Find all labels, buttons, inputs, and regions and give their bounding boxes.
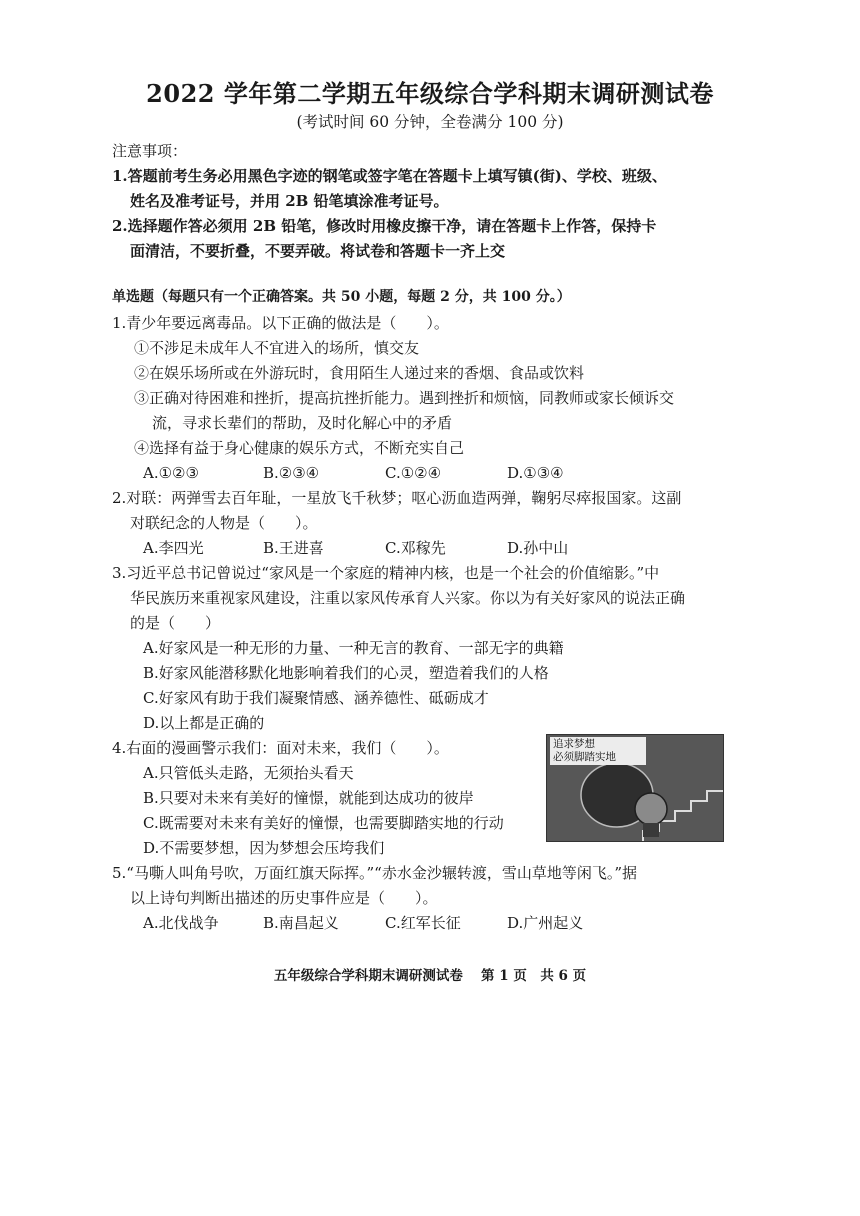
cartoon-caption-line: 追求梦想: [553, 738, 595, 750]
option-c: C.邓稼先: [385, 539, 446, 557]
statement-2: ②在娱乐场所或在外游玩时，食用陌生人递过来的香烟、食品或饮料: [134, 364, 585, 382]
statement-4: ④选择有益于身心健康的娱乐方式，不断充实自己: [134, 439, 465, 457]
page-subtitle: (考试时间 60 分钟，全卷满分 100 分): [296, 113, 564, 131]
question-stem: 4.右面的漫画警示我们：面对未来，我们（ ）。: [112, 739, 449, 757]
cartoon-caption: [550, 737, 646, 765]
question-list: [112, 311, 728, 936]
option-a: A.北伐战争: [143, 914, 219, 932]
option-row: [112, 911, 728, 936]
notice-block: [112, 139, 730, 264]
question-stem: 1.青少年要远离毒品。以下正确的做法是（ ）。: [112, 314, 449, 332]
page-footer: 五年级综合学科期末调研测试卷 第 1 页 共 6 页: [273, 968, 587, 984]
section-heading: 单选题（每题只有一个正确答案。共 50 小题，每题 2 分，共 100 分。）: [112, 289, 571, 305]
cartoon-caption-line: 必须脚踏实地: [553, 751, 616, 763]
notice-item: [112, 164, 730, 214]
notice-line: 1.答题前考生务必用黑色字迹的钢笔或签字笔在答题卡上填写镇(街)、学校、班级、: [112, 167, 667, 185]
option-d: D.①③④: [507, 464, 564, 482]
question-stem: [112, 561, 728, 636]
statement-line: ③正确对待困难和挫折，提高抗挫折能力。遇到挫折和烦恼，同教师或家长倾诉交: [134, 389, 675, 407]
stem-line: 2.对联：两弹雪去百年耻，一星放飞千秋梦；呕心沥血造两弹，鞠躬尽瘁报国家。这副: [112, 489, 682, 507]
statement-line: 流，寻求长辈们的帮助，及时化解心中的矛盾: [152, 414, 453, 432]
stem-line: 对联纪念的人物是（ ）。: [130, 514, 318, 532]
question-2: [112, 486, 728, 561]
option-c: C.既需要对未来有美好的憧憬，也需要脚踏实地的行动: [143, 814, 504, 832]
notice-line: 2.选择题作答必须用 2B 铅笔，修改时用橡皮擦干净，请在答题卡上作答，保持卡: [112, 217, 657, 235]
stem-line: 以上诗句判断出描述的历史事件应是（ ）。: [130, 889, 438, 907]
page-title: 2022 学年第二学期五年级综合学科期末调研测试卷: [146, 79, 714, 108]
notice-line: 姓名及准考证号，并用 2B 铅笔填涂准考证号。: [130, 192, 449, 210]
option-row: [112, 536, 728, 561]
stem-line: 5.“马嘶人叫角号吹，万面红旗天际挥。”“赤水金沙辗转渡，雪山草地等闲飞。”据: [112, 864, 637, 882]
option-d: D.孙中山: [507, 539, 569, 557]
question-stem: [112, 486, 728, 536]
question-1: [112, 311, 728, 486]
question-4: [112, 736, 728, 861]
option-b: B.王进喜: [263, 539, 324, 557]
option-a: A.①②③: [143, 464, 199, 482]
statement-3: [112, 386, 728, 436]
cartoon-image: [546, 734, 724, 842]
option-b: B.②③④: [263, 464, 320, 482]
stem-line: 华民族历来重视家风建设，注重以家风传承育人兴家。你以为有关好家风的说法正确: [130, 589, 686, 607]
stem-line: 的是（ ）: [130, 614, 221, 632]
option-b: B.好家风能潜移默化地影响着我们的心灵，塑造着我们的人格: [143, 664, 549, 682]
option-c: C.好家风有助于我们凝聚情感、涵养德性、砥砺成才: [143, 689, 489, 707]
option-b: B.只要对未来有美好的憧憬，就能到达成功的彼岸: [143, 789, 474, 807]
question-stem: [112, 861, 728, 911]
option-d: D.不需要梦想，因为梦想会压垮我们: [143, 839, 385, 857]
question-5: [112, 861, 728, 936]
option-a: A.李四光: [143, 539, 204, 557]
notice-item: [112, 214, 730, 264]
stem-line: 3.习近平总书记曾说过“家风是一个家庭的精神内核，也是一个社会的价值缩影。”中: [112, 564, 660, 582]
question-3: [112, 561, 728, 736]
notice-heading: 注意事项：: [112, 142, 188, 160]
option-b: B.南昌起义: [263, 914, 339, 932]
option-a: A.只管低头走路，无须抬头看天: [143, 764, 354, 782]
option-a: A.好家风是一种无形的力量、一种无言的教育、一部无字的典籍: [143, 639, 564, 657]
statement-1: ①不涉足未成年人不宜进入的场所，慎交友: [134, 339, 420, 357]
notice-line: 面清洁，不要折叠，不要弄破。将试卷和答题卡一齐上交: [130, 242, 506, 260]
option-c: C.①②④: [385, 464, 442, 482]
option-row: [112, 461, 728, 486]
option-c: C.红军长征: [385, 914, 461, 932]
option-d: D.以上都是正确的: [143, 714, 265, 732]
option-d: D.广州起义: [507, 914, 584, 932]
